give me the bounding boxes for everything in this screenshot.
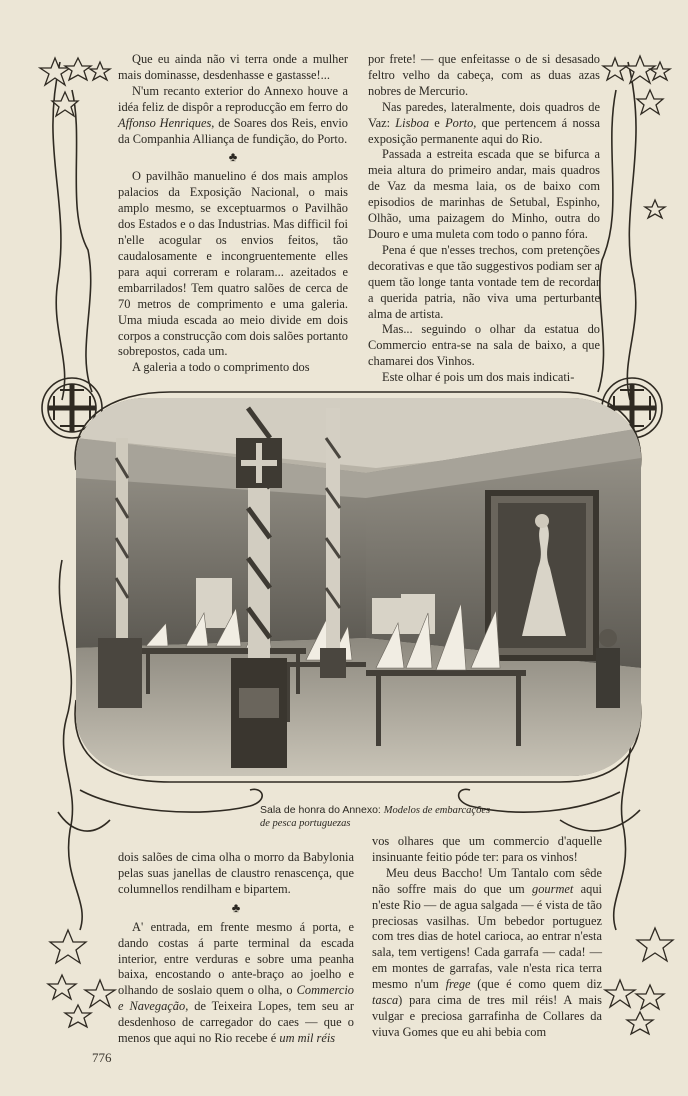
paragraph: A galeria a todo o comprimento dos [132,360,310,375]
paragraph: N'um recanto exterior do Annexo houve a idéa feliz de dispôr a reproducção em ferro do Affonso Henriques, de Soares dos Reis, envio da Companhia Alliança de fundição, do Porto. [118,83,348,146]
paragraph: A' entrada, em frente mesmo á porta, e dando costas á parte terminal da escada interior, entre verduras e sobre uma peanha baixa, encostando o ante-braço ao joelho e olhando de soslaio quem o olha, o Commercio e Navegação, de Teixeira Lopes, tem seu ar desdenhoso de carregador do caes — que o menos que aqui no Rio recebe é um mil réis [118,919,354,1046]
page-number: 776 [92,1050,112,1065]
paragraph: Mas... seguindo o olhar da estatua do Commercio entra-se na sala de baixo, a que chamarei dos Vinhos. [368,322,600,369]
text-column-4 [372,834,602,1041]
text-column-2 [368,52,600,386]
paragraph: Que eu ainda não vi terra onde a mulher mais dominasse, desdenhasse e gastasse!... [118,52,348,82]
exhibition-hall-photo [76,398,641,776]
paragraph: O pavilhão manuelino é dos mais amplos palacios da Exposição Nacional, o mais amplo mesmo, se exceptuarmos o Pavilhão dos Estados e o das Industrias. Mas difficil foi n'elle acogular os envios feitos, tão caudalosamente e incongruentemente elles para aqui correram e rolaram... azeitados e embarrilados! Tem quatro salões de cerca de 70 metros de comprimento e uma galeria. Uma miuda escada ao meio divide em dois corpos a construcção com dois salões portanto sobrepostos, cada um. [118,169,348,359]
text-column-1 [118,52,348,376]
photo-caption: Sala de honra do Annexo: Modelos de embarcações de pesca portuguezas [260,804,491,829]
paragraph: Nas paredes, lateralmente, dois quadros de Vaz: Lisboa e Porto, que pertencem á nossa exposição permanente aqui do Rio. [368,99,600,146]
paragraph: Pena é que n'esses trechos, com pretenções decorativas e que tão suggestivos podiam ser a quem tão longe tanta vontade tem de recordar a querida patria, não viva uma perturbante alma de artista. [368,242,600,321]
paragraph: Meu deus Baccho! Um Tantalo com sêde não soffre mais do que um gourmet aqui n'este Rio — de agua salgada — é vista de tão preciosas vasilhas. Um bebedor portuguez com tres dias de hotel carioca, ao entrar n'esta sala, tem vertigens! Cada garrafa — cada! — em montes de garrafas, vale n'esta rica terra mesmo n'um frege (que é como quem diz tasca) para cima de tres mil réis! A mais vulgar e preciosa garrafinha de Collares da viuva Gomes que eu ahi bebia com [372,865,603,1039]
paragraph: dois salões de cima olha o morro da Babylonia pelas suas janellas de claustro renascença, que columnellos rendilham e bipartem. [118,850,354,896]
paragraph: Este olhar é pois um dos mais indicati- [382,370,575,385]
text-column-3 [118,850,354,1047]
paragraph: vos olhares que um commercio d'aquelle insinuante feitio póde ter: para os vinhos! [372,834,602,864]
club-ornament: ♣ [228,149,238,165]
paragraph: por frete! — que enfeitasse o de si desasado feltro velho da cabeça, com as duas azas nobres de Mercurio. [368,52,600,98]
paragraph: Passada a estreita escada que se bifurca a meia altura do primeiro andar, mais quadros de Vaz da mesma laia, os de baixo com episodios de marinhas de Setubal, Espinho, Olhão, uma paizagem do Minho, outra do Douro e uma muleta com todo o panno fóra. [368,147,600,241]
club-ornament: ♣ [231,899,241,915]
photo-illustration [76,398,641,776]
